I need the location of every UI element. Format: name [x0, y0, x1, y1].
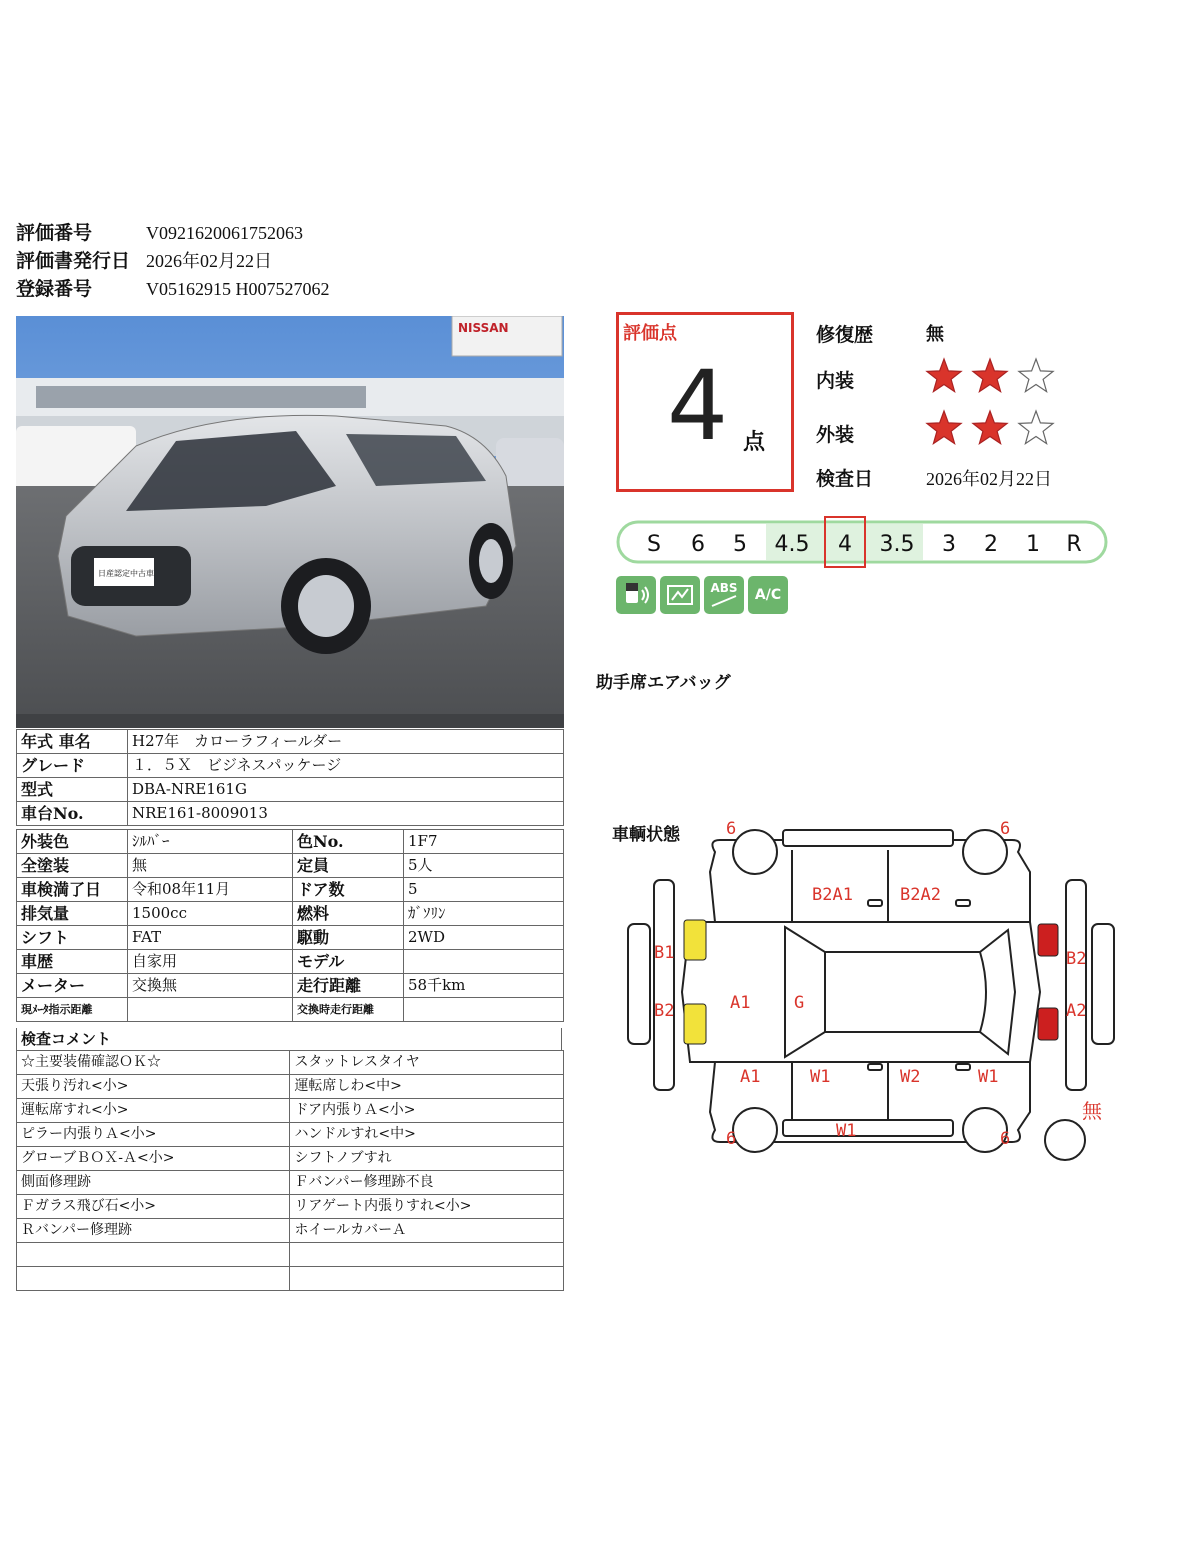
dealer-sign: NISSAN — [458, 321, 509, 335]
ac-label: A/C — [754, 587, 782, 603]
spec-row — [17, 778, 564, 802]
spec-value: 58千km — [404, 974, 564, 998]
spec-value: 1F7 — [404, 830, 564, 854]
issue-date-row — [16, 248, 272, 274]
front-bumper-outer — [654, 880, 674, 1090]
right-handle-1 — [868, 1064, 882, 1070]
comment-cell — [290, 1267, 564, 1291]
code-b2-rear: B2 — [1066, 949, 1087, 969]
abs-icon — [704, 576, 744, 614]
spec-label: 色No. — [293, 830, 404, 854]
comment-cell: ☆主要装備確認ＯＫ☆ — [17, 1051, 290, 1075]
eval-number: V0921620061752063 — [146, 223, 303, 243]
spec-label: 年式 車名 — [17, 730, 128, 754]
spec-row — [17, 974, 564, 998]
spec-table-top — [16, 729, 564, 826]
repair-history-value: 無 — [926, 324, 944, 344]
grade-3.5: 3.5 — [879, 532, 915, 557]
spec-row — [17, 902, 564, 926]
roof — [825, 952, 986, 1032]
code-a2: A2 — [1066, 1001, 1087, 1021]
ac-icon — [748, 576, 788, 614]
spec-label: メーター — [17, 974, 128, 998]
registration-label: 登録番号 — [16, 278, 93, 300]
interior-label: 内装 — [816, 370, 855, 392]
comment-row — [17, 1099, 564, 1123]
star-filled-icon — [970, 356, 1010, 396]
interior-rating — [924, 356, 1056, 396]
spec-row — [17, 878, 564, 902]
front-lamp-damage-bottom — [684, 1004, 706, 1044]
spec-label: グレード — [17, 754, 128, 778]
code-b1: B1 — [654, 943, 675, 963]
code-a1-bottom: A1 — [740, 1067, 761, 1087]
spec-value: 無 — [128, 854, 293, 878]
right-sill — [783, 1120, 953, 1136]
spec-row — [17, 950, 564, 974]
spec-value: 自家用 — [128, 950, 293, 974]
tire-front-right — [733, 1108, 777, 1152]
code-tire-fr: 6 — [726, 1129, 737, 1149]
issue-date-label: 評価書発行日 — [16, 250, 131, 272]
grade-1: 1 — [1026, 532, 1040, 557]
comments-title: 検査コメント — [16, 1028, 562, 1050]
grade-2: 2 — [984, 532, 998, 557]
comment-cell: Ｆガラス飛び石<小> — [17, 1195, 290, 1219]
eval-number-label: 評価番号 — [16, 222, 93, 244]
star-filled-icon — [970, 408, 1010, 448]
left-handle-2 — [956, 900, 970, 906]
comment-row — [17, 1195, 564, 1219]
abs-label: ABS — [710, 581, 738, 595]
comment-row — [17, 1219, 564, 1243]
spec-label: 交換時走行距離 — [293, 998, 404, 1022]
spec-row — [17, 926, 564, 950]
comment-cell: スタットレスタイヤ — [290, 1051, 564, 1075]
spec-value — [404, 998, 564, 1022]
grade-4: 4 — [838, 532, 852, 557]
code-b2a1: B2A1 — [812, 885, 853, 905]
spec-value: NRE161-8009013 — [128, 802, 564, 826]
grade-3: 3 — [942, 532, 956, 557]
comment-cell: 天張り汚れ<小> — [17, 1075, 290, 1099]
code-tire-fl: 6 — [726, 819, 737, 839]
repair-history-label: 修復歴 — [816, 324, 874, 346]
score-value: 4 — [667, 350, 729, 462]
score-unit: 点 — [743, 429, 766, 455]
comment-cell: Ｆバンパー修理跡不良 — [290, 1171, 564, 1195]
comment-cell: 運転席すれ<小> — [17, 1099, 290, 1123]
spec-value: DBA-NRE161G — [128, 778, 564, 802]
comment-cell: ホイールカバーＡ — [290, 1219, 564, 1243]
comment-cell: ピラー内張りＡ<小> — [17, 1123, 290, 1147]
issue-date: 2026年02月22日 — [146, 251, 272, 271]
vehicle-photo — [16, 316, 564, 728]
spec-value — [404, 950, 564, 974]
comment-cell — [17, 1267, 290, 1291]
code-w1-sill: W1 — [836, 1121, 857, 1141]
spec-row — [17, 754, 564, 778]
spec-value: 1500cc — [128, 902, 293, 926]
comment-row — [17, 1267, 564, 1291]
grade-S: S — [647, 532, 661, 557]
plate-text: 日産認定中古車 — [98, 569, 154, 578]
comment-cell: リアゲート内張りすれ<小> — [290, 1195, 564, 1219]
navigation-icon — [660, 576, 700, 614]
inspection-date-label: 検査日 — [816, 468, 874, 490]
rear-lamp-damage-bottom — [1038, 1008, 1058, 1040]
spec-value — [128, 998, 293, 1022]
code-b2a2: B2A2 — [900, 885, 941, 905]
spec-label: 現ﾒｰﾀ指示距離 — [17, 998, 128, 1022]
spare-tire — [1045, 1120, 1085, 1160]
eval-number-row — [16, 220, 303, 246]
spec-value: 令和08年11月 — [128, 878, 293, 902]
spec-table — [16, 829, 564, 1022]
left-sill — [783, 830, 953, 846]
rear-bumper-outer — [1066, 880, 1086, 1090]
star-empty-icon — [1016, 356, 1056, 396]
spec-value: 5 — [404, 878, 564, 902]
code-w2: W2 — [900, 1067, 921, 1087]
comment-row — [17, 1243, 564, 1267]
spec-value: 2WD — [404, 926, 564, 950]
score-box — [616, 312, 794, 492]
spec-value: 5人 — [404, 854, 564, 878]
comment-cell — [290, 1243, 564, 1267]
star-empty-icon — [1016, 408, 1056, 448]
spec-label: シフト — [17, 926, 128, 950]
grade-4.5: 4.5 — [774, 532, 810, 557]
spec-label: 車歴 — [17, 950, 128, 974]
right-handle-2 — [956, 1064, 970, 1070]
vehicle-condition-title: 車輌状態 — [612, 825, 680, 845]
spec-value: ｶﾞｿﾘﾝ — [404, 902, 564, 926]
spec-label: 型式 — [17, 778, 128, 802]
spec-value: H27年 カローラフィールダー — [128, 730, 564, 754]
comment-cell: シフトノブすれ — [290, 1147, 564, 1171]
spec-label: 駆動 — [293, 926, 404, 950]
grade-scale — [616, 520, 1108, 564]
left-handle-1 — [868, 900, 882, 906]
exterior-rating — [924, 408, 1056, 448]
star-filled-icon — [924, 408, 964, 448]
rear-bumper-far — [1092, 924, 1114, 1044]
comment-row — [17, 1147, 564, 1171]
star-filled-icon — [924, 356, 964, 396]
front-lamp-damage-top — [684, 920, 706, 960]
equipment-badges — [616, 576, 788, 614]
code-a1-center: A1 — [730, 993, 751, 1013]
grade-6: 6 — [691, 532, 705, 557]
airbag-note: 助手席エアバッグ — [596, 673, 731, 693]
spec-row — [17, 730, 564, 754]
spec-label: 外装色 — [17, 830, 128, 854]
code-spare-none: 無 — [1082, 1099, 1102, 1123]
comment-cell: 運転席しわ<中> — [290, 1075, 564, 1099]
comment-cell — [17, 1243, 290, 1267]
score-title: 評価点 — [623, 323, 677, 344]
key-remote-icon — [616, 576, 656, 614]
spec-label: 車台No. — [17, 802, 128, 826]
spec-label: ドア数 — [293, 878, 404, 902]
windshield — [785, 927, 825, 1057]
code-w1-b: W1 — [978, 1067, 999, 1087]
registration-number: V05162915 H007527062 — [146, 279, 330, 299]
vehicle-condition-diagram — [620, 812, 1120, 1172]
registration-row — [16, 276, 330, 302]
comment-row — [17, 1123, 564, 1147]
spec-row — [17, 830, 564, 854]
spec-label: 排気量 — [17, 902, 128, 926]
rear-lamp-damage-top — [1038, 924, 1058, 956]
comment-cell: Ｒバンパー修理跡 — [17, 1219, 290, 1243]
code-b2-front: B2 — [654, 1001, 675, 1021]
inspection-date: 2026年02月22日 — [926, 469, 1052, 489]
code-tire-rl: 6 — [1000, 819, 1011, 839]
spec-row — [17, 998, 564, 1022]
comment-cell: ハンドルすれ<中> — [290, 1123, 564, 1147]
spec-label: 車検満了日 — [17, 878, 128, 902]
comment-row — [17, 1075, 564, 1099]
spec-row — [17, 854, 564, 878]
spec-value: FAT — [128, 926, 293, 950]
comment-row — [17, 1171, 564, 1195]
code-w1-a: W1 — [810, 1067, 831, 1087]
comment-row — [17, 1051, 564, 1075]
comments-table — [16, 1050, 564, 1291]
comment-cell: ドア内張りＡ<小> — [290, 1099, 564, 1123]
comment-cell: 側面修理跡 — [17, 1171, 290, 1195]
spec-label: 燃料 — [293, 902, 404, 926]
spec-row — [17, 802, 564, 826]
comment-cell: グローブＢＯＸ-Ａ<小> — [17, 1147, 290, 1171]
spec-label: 全塗装 — [17, 854, 128, 878]
grade-R: R — [1066, 532, 1082, 557]
code-g: G — [794, 993, 805, 1013]
spec-label: 定員 — [293, 854, 404, 878]
spec-value: ｼﾙﾊﾞｰ — [128, 830, 293, 854]
exterior-label: 外装 — [816, 424, 855, 446]
spec-label: モデル — [293, 950, 404, 974]
spec-value: １．５Ｘ ビジネスパッケージ — [128, 754, 564, 778]
code-tire-rr: 6 — [1000, 1129, 1011, 1149]
spec-value: 交換無 — [128, 974, 293, 998]
tire-front-left — [733, 830, 777, 874]
front-bumper-far — [628, 924, 650, 1044]
spec-label: 走行距離 — [293, 974, 404, 998]
grade-5: 5 — [733, 532, 747, 557]
